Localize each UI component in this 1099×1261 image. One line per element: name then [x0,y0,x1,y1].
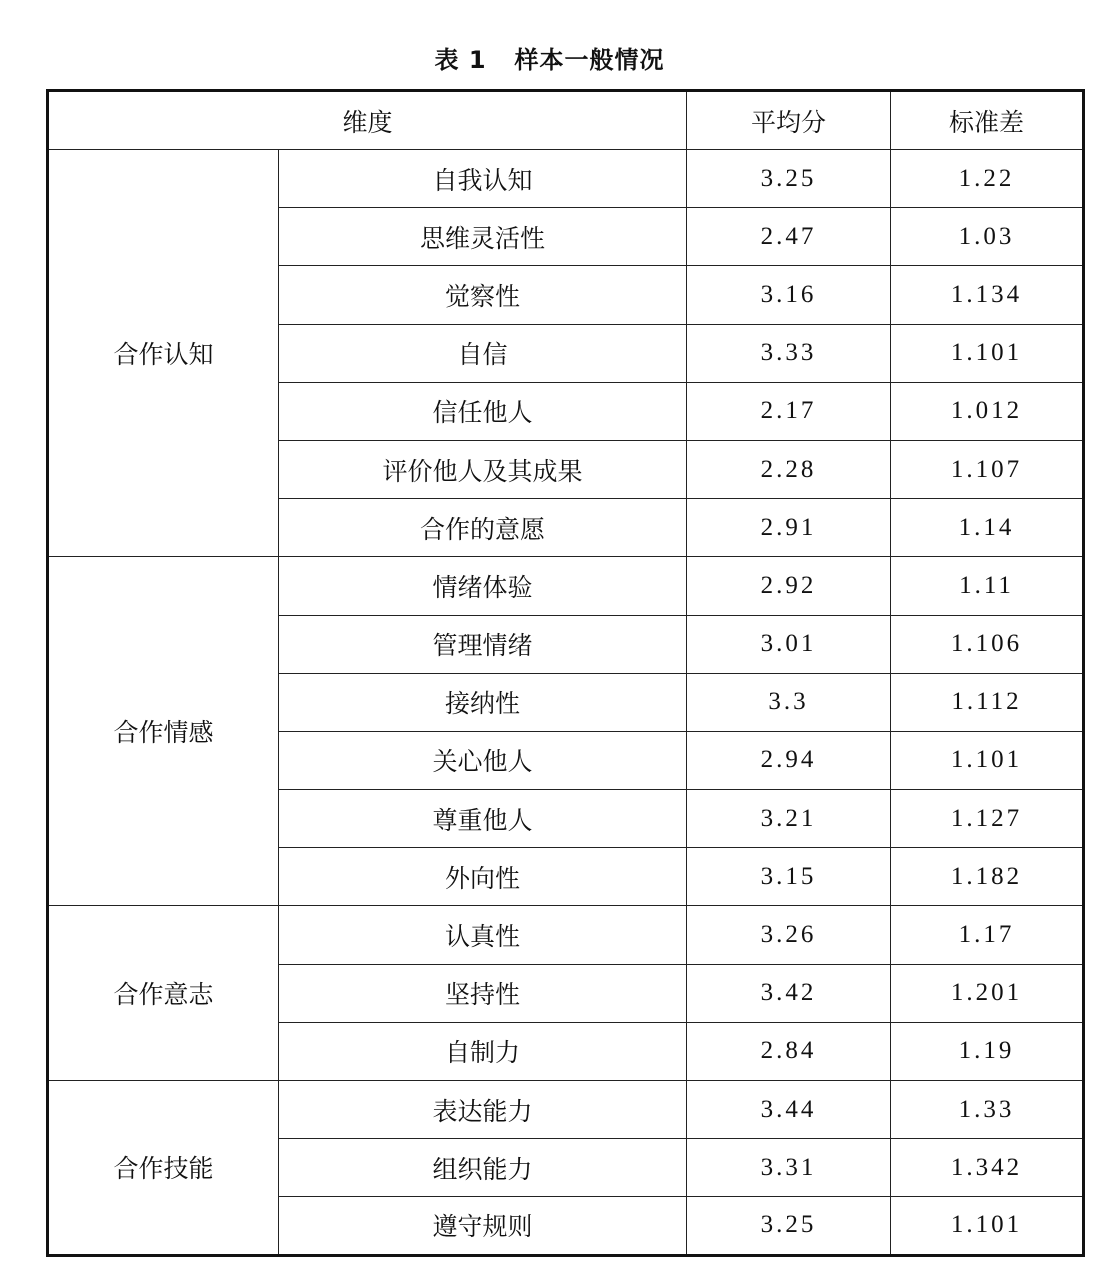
mean-value: 3.3 [687,673,891,731]
sd-value: 1.17 [891,906,1084,964]
mean-value: 2.17 [687,382,891,440]
sd-value: 1.201 [891,964,1084,1022]
mean-value: 3.21 [687,790,891,848]
sd-value: 1.182 [891,848,1084,906]
group-label: 合作技能 [48,1081,279,1256]
header-dimension: 维度 [48,91,687,150]
item-label: 尊重他人 [279,790,687,848]
mean-value: 3.31 [687,1139,891,1197]
group-label: 合作情感 [48,557,279,906]
sd-value: 1.22 [891,150,1084,208]
sd-value: 1.127 [891,790,1084,848]
table-row [48,1081,1084,1139]
mean-value: 3.26 [687,906,891,964]
mean-value: 3.25 [687,150,891,208]
sd-value: 1.33 [891,1081,1084,1139]
header-sd: 标准差 [891,91,1084,150]
sd-value: 1.112 [891,673,1084,731]
item-label: 自信 [279,324,687,382]
sample-statistics-table [46,89,1085,1257]
mean-value: 2.91 [687,499,891,557]
item-label: 合作的意愿 [279,499,687,557]
sd-value: 1.101 [891,324,1084,382]
mean-value: 3.15 [687,848,891,906]
item-label: 组织能力 [279,1139,687,1197]
item-label: 评价他人及其成果 [279,440,687,498]
item-label: 自我认知 [279,150,687,208]
sd-value: 1.14 [891,499,1084,557]
table-row [48,557,1084,615]
mean-value: 3.25 [687,1197,891,1255]
table-caption-label: 表 1 [434,46,487,74]
mean-value: 3.16 [687,266,891,324]
sd-value: 1.342 [891,1139,1084,1197]
item-label: 管理情绪 [279,615,687,673]
mean-value: 2.28 [687,440,891,498]
item-label: 思维灵活性 [279,208,687,266]
table-row [48,906,1084,964]
mean-value: 2.92 [687,557,891,615]
table-caption-title: 样本一般情况 [514,46,665,74]
sd-value: 1.106 [891,615,1084,673]
table-body [48,150,1084,1256]
item-label: 关心他人 [279,731,687,789]
table-caption [0,44,1099,76]
item-label: 表达能力 [279,1081,687,1139]
item-label: 坚持性 [279,964,687,1022]
mean-value: 2.47 [687,208,891,266]
sd-value: 1.03 [891,208,1084,266]
sd-value: 1.101 [891,1197,1084,1255]
item-label: 信任他人 [279,382,687,440]
item-label: 自制力 [279,1022,687,1080]
item-label: 外向性 [279,848,687,906]
item-label: 情绪体验 [279,557,687,615]
sd-value: 1.134 [891,266,1084,324]
sd-value: 1.11 [891,557,1084,615]
mean-value: 2.84 [687,1022,891,1080]
sd-value: 1.101 [891,731,1084,789]
sd-value: 1.012 [891,382,1084,440]
header-mean: 平均分 [687,91,891,150]
group-label: 合作认知 [48,150,279,557]
mean-value: 3.44 [687,1081,891,1139]
item-label: 认真性 [279,906,687,964]
item-label: 觉察性 [279,266,687,324]
sd-value: 1.107 [891,440,1084,498]
group-label: 合作意志 [48,906,279,1081]
mean-value: 2.94 [687,731,891,789]
mean-value: 3.01 [687,615,891,673]
mean-value: 3.42 [687,964,891,1022]
table-row [48,150,1084,208]
item-label: 接纳性 [279,673,687,731]
table-header-row [48,91,1084,150]
item-label: 遵守规则 [279,1197,687,1255]
sd-value: 1.19 [891,1022,1084,1080]
mean-value: 3.33 [687,324,891,382]
